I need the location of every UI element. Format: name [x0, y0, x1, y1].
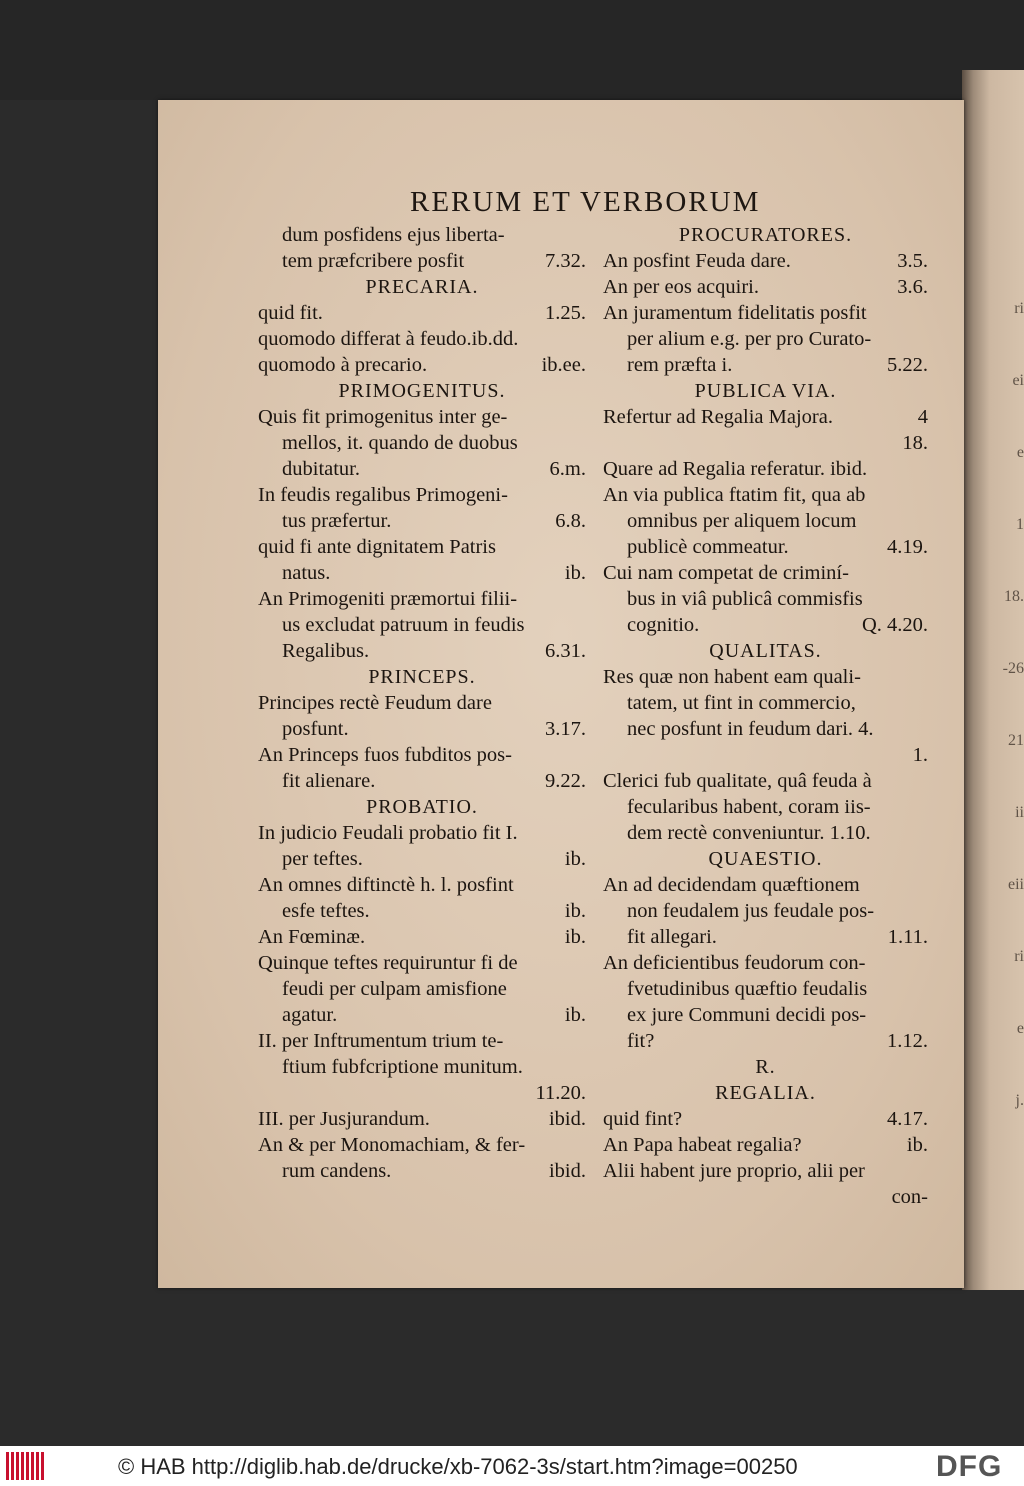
entry-text: PRIMOGENITUS.: [338, 380, 506, 402]
entry-text: fit allegari.: [627, 926, 717, 948]
entry-text: mellos, it. quando de duobus: [282, 432, 518, 454]
entry-reference: 6.m.: [549, 458, 586, 480]
index-entry: [258, 898, 586, 924]
adjacent-page-text: -26: [1002, 660, 1024, 677]
entry-text: PRECARIA.: [365, 276, 479, 298]
entry-text: quid fi ante dignitatem Patris: [258, 536, 496, 558]
entry-reference: ib.: [564, 900, 586, 922]
entry-text: us excludat patruum in feudis: [282, 614, 525, 636]
index-heading: [603, 638, 928, 664]
entry-reference: 4: [917, 406, 928, 428]
running-head: RERUM ET VERBORUM: [410, 186, 761, 218]
index-entry: [258, 352, 586, 378]
index-entry: [258, 430, 586, 456]
entry-reference: ib.: [906, 1134, 928, 1156]
index-entry: [603, 326, 928, 352]
entry-text: non feudalem jus feudale pos-: [627, 900, 875, 922]
entry-text: Quare ad Regalia referatur. ibid.: [603, 458, 868, 480]
entry-reference: ib.: [564, 926, 586, 948]
entry-text: PUBLICA VIA.: [694, 380, 837, 402]
entry-reference: 18.: [902, 432, 928, 454]
entry-text: agatur.: [282, 1004, 338, 1026]
index-entry: [603, 820, 928, 846]
index-entry: [258, 482, 586, 508]
index-entry: [603, 508, 928, 534]
index-entry: [258, 1054, 586, 1080]
index-heading: [603, 222, 928, 248]
entry-text: Refertur ad Regalia Majora.: [603, 406, 833, 428]
index-entry: [258, 222, 586, 248]
entry-text: An omnes diftinctè h. l. posfint: [258, 874, 514, 896]
index-entry: [603, 664, 928, 690]
entry-text: quid fit.: [258, 302, 323, 324]
index-heading: [603, 378, 928, 404]
index-entry: [258, 300, 586, 326]
index-entry: [258, 820, 586, 846]
entry-reference: Q. 4.20.: [861, 614, 928, 636]
index-heading: [258, 794, 586, 820]
entry-text: In judicio Feudali probatio fit I.: [258, 822, 518, 844]
entry-text: natus.: [282, 562, 331, 584]
index-entry: [603, 534, 928, 560]
index-entry: [603, 976, 928, 1002]
entry-reference: 9.22.: [545, 770, 586, 792]
adjacent-page-text: ri: [1014, 300, 1024, 317]
index-entry: [603, 586, 928, 612]
index-entry: [603, 690, 928, 716]
index-entry: [258, 716, 586, 742]
entry-reference: 5.22.: [887, 354, 928, 376]
index-entry: [603, 1028, 928, 1054]
entry-text: An juramentum fidelitatis posfit: [603, 302, 867, 324]
entry-text: fit alienare.: [282, 770, 376, 792]
index-entry: [603, 1132, 928, 1158]
adjacent-page-text: 21: [1008, 732, 1024, 749]
index-entry: [603, 1002, 928, 1028]
index-entry: [258, 768, 586, 794]
entry-reference: 7.32.: [545, 250, 586, 272]
index-entry: [258, 586, 586, 612]
entry-text: dum posfidens ejus liberta-: [282, 224, 505, 246]
index-entry: [603, 1106, 928, 1132]
entry-reference: ib.: [564, 848, 586, 870]
index-entry: [258, 1106, 586, 1132]
entry-text: Alii habent jure proprio, alii per: [603, 1160, 865, 1182]
adjacent-page-text: e: [1016, 444, 1024, 461]
entry-text: Quis fit primogenitus inter ge-: [258, 406, 508, 428]
entry-reference: ib.: [564, 1004, 586, 1026]
entry-text: PRINCEPS.: [368, 666, 476, 688]
index-entry: [258, 950, 586, 976]
adjacent-page-text: j.: [1015, 1092, 1024, 1109]
entry-reference: 11.20.: [535, 1082, 586, 1104]
entry-reference: con-: [891, 1186, 928, 1208]
index-entry: [258, 404, 586, 430]
entry-text: ftium fubfcriptione munitum.: [282, 1056, 523, 1078]
hab-logo: [6, 1452, 46, 1480]
adjacent-page-text: eii: [1008, 876, 1024, 893]
index-entry: [258, 1158, 586, 1184]
index-entry: [603, 872, 928, 898]
entry-text: rem præfta i.: [627, 354, 733, 376]
entry-text: nec posfunt in feudum dari. 4.: [627, 718, 874, 740]
entry-text: II. per Inftrumentum trium te-: [258, 1030, 504, 1052]
index-column-left: [258, 222, 586, 1184]
entry-text: posfunt.: [282, 718, 349, 740]
index-entry: [603, 248, 928, 274]
entry-text: Quinque teftes requiruntur fi de: [258, 952, 518, 974]
entry-text: Cui nam competat de criminí-: [603, 562, 849, 584]
adjacent-page-edge: [962, 70, 1024, 1290]
entry-text: ex jure Communi decidi pos-: [627, 1004, 867, 1026]
entry-text: An Papa habeat regalia?: [603, 1134, 802, 1156]
entry-text: Res quæ non habent eam quali-: [603, 666, 861, 688]
index-entry: [258, 612, 586, 638]
index-entry: [258, 1028, 586, 1054]
entry-text: An via publica ftatim fit, qua ab: [603, 484, 866, 506]
index-heading: [603, 1054, 928, 1080]
index-entry: [258, 846, 586, 872]
index-entry: [603, 456, 928, 482]
index-entry: [603, 430, 928, 456]
entry-text: bus in viâ publicâ commisfis: [627, 588, 863, 610]
entry-reference: 3.17.: [545, 718, 586, 740]
entry-reference: 3.5.: [897, 250, 928, 272]
index-entry: [603, 742, 928, 768]
entry-text: fecularibus habent, coram iis-: [627, 796, 871, 818]
index-entry: [258, 1132, 586, 1158]
entry-reference: 3.6.: [897, 276, 928, 298]
entry-reference: 1.12.: [887, 1030, 928, 1052]
index-entry: [603, 898, 928, 924]
entry-text: An ad decidendam quæftionem: [603, 874, 860, 896]
index-entry: [603, 560, 928, 586]
entry-text: quomodo differat à feudo.ib.dd.: [258, 328, 519, 350]
entry-text: Clerici fub qualitate, quâ feuda à: [603, 770, 872, 792]
entry-reference: 6.8.: [555, 510, 586, 532]
index-entry: [603, 1158, 928, 1184]
entry-reference: 6.31.: [545, 640, 586, 662]
index-entry: [258, 1002, 586, 1028]
index-entry: [258, 742, 586, 768]
adjacent-page-text: ii: [1015, 804, 1024, 821]
index-entry: [258, 534, 586, 560]
entry-text: Regalibus.: [282, 640, 370, 662]
index-entry: [258, 872, 586, 898]
index-entry: [603, 716, 928, 742]
index-entry: [603, 300, 928, 326]
index-column-right: [603, 222, 928, 1210]
index-entry: [258, 976, 586, 1002]
entry-text: An Fœminæ.: [258, 926, 366, 948]
adjacent-page-text: 18.: [1004, 588, 1024, 605]
entry-text: esfe teftes.: [282, 900, 370, 922]
index-heading: [258, 378, 586, 404]
index-entry: [258, 638, 586, 664]
dfg-logo: DFG: [936, 1450, 1003, 1483]
index-entry: [603, 794, 928, 820]
entry-text: In feudis regalibus Primogeni-: [258, 484, 508, 506]
entry-reference: 1.11.: [887, 926, 928, 948]
entry-text: An per eos acquiri.: [603, 276, 759, 298]
scan-background: [0, 0, 1024, 100]
entry-text: per alium e.g. per pro Curato-: [627, 328, 872, 350]
entry-text: REGALIA.: [715, 1082, 816, 1104]
entry-reference: ibid.: [548, 1108, 586, 1130]
entry-text: omnibus per aliquem locum: [627, 510, 857, 532]
entry-reference: 1.25.: [545, 302, 586, 324]
entry-text: dem rectè conveniuntur. 1.10.: [627, 822, 871, 844]
index-heading: [258, 664, 586, 690]
entry-text: publicè commeatur.: [627, 536, 789, 558]
entry-text: PROCURATORES.: [678, 224, 853, 246]
adjacent-page-text: e: [1016, 1020, 1024, 1037]
entry-text: fit?: [627, 1030, 655, 1052]
index-entry: [603, 924, 928, 950]
index-entry: [258, 1080, 586, 1106]
entry-reference: ib.: [564, 562, 586, 584]
entry-text: An & per Monomachiam, & fer-: [258, 1134, 526, 1156]
index-heading: [603, 1080, 928, 1106]
entry-text: III. per Jusjurandum.: [258, 1108, 430, 1130]
entry-text: tus præfertur.: [282, 510, 392, 532]
entry-text: QUALITAS.: [709, 640, 822, 662]
adjacent-page-text: ri: [1014, 948, 1024, 965]
index-entry: [258, 508, 586, 534]
index-entry: [603, 1184, 928, 1210]
entry-text: Principes rectè Feudum dare: [258, 692, 492, 714]
entry-text: An Primogeniti præmortui filii-: [258, 588, 518, 610]
index-entry: [258, 326, 586, 352]
entry-reference: 4.19.: [887, 536, 928, 558]
index-entry: [603, 768, 928, 794]
index-entry: [603, 274, 928, 300]
entry-text: tem præfcribere posfit: [282, 250, 465, 272]
entry-text: An deficientibus feudorum con-: [603, 952, 866, 974]
entry-reference: 4.17.: [887, 1108, 928, 1130]
entry-text: feudi per culpam amisfione: [282, 978, 507, 1000]
entry-text: An Princeps fuos fubditos pos-: [258, 744, 512, 766]
entry-text: cognitio.: [627, 614, 700, 636]
index-entry: [258, 248, 586, 274]
entry-reference: 1.: [912, 744, 928, 766]
index-entry: [258, 456, 586, 482]
adjacent-page-text: 1: [1016, 516, 1024, 533]
index-entry: [603, 612, 928, 638]
index-entry: [258, 560, 586, 586]
entry-text: quid fint?: [603, 1108, 683, 1130]
index-entry: [603, 950, 928, 976]
entry-text: quomodo à precario.: [258, 354, 428, 376]
entry-reference: ibid.: [548, 1160, 586, 1182]
index-entry: [603, 482, 928, 508]
entry-text: tatem, ut fint in commercio,: [627, 692, 856, 714]
index-entry: [258, 924, 586, 950]
entry-text: R.: [755, 1056, 776, 1078]
index-heading: [603, 846, 928, 872]
index-entry: [258, 690, 586, 716]
entry-text: fvetudinibus quæftio feudalis: [627, 978, 868, 1000]
entry-text: PROBATIO.: [366, 796, 478, 818]
entry-text: An posfint Feuda dare.: [603, 250, 791, 272]
entry-text: QUAESTIO.: [708, 848, 823, 870]
index-entry: [603, 404, 928, 430]
entry-text: per teftes.: [282, 848, 363, 870]
entry-text: dubitatur.: [282, 458, 361, 480]
viewer-footer: [0, 1446, 1024, 1486]
adjacent-page-text: ei: [1012, 372, 1024, 389]
source-credit-link[interactable]: © HAB http://diglib.hab.de/drucke/xb-7062-3s/start.htm?image=00250: [118, 1454, 798, 1479]
entry-reference: ib.ee.: [541, 354, 586, 376]
entry-text: rum candens.: [282, 1160, 392, 1182]
index-heading: [258, 274, 586, 300]
index-entry: [603, 352, 928, 378]
